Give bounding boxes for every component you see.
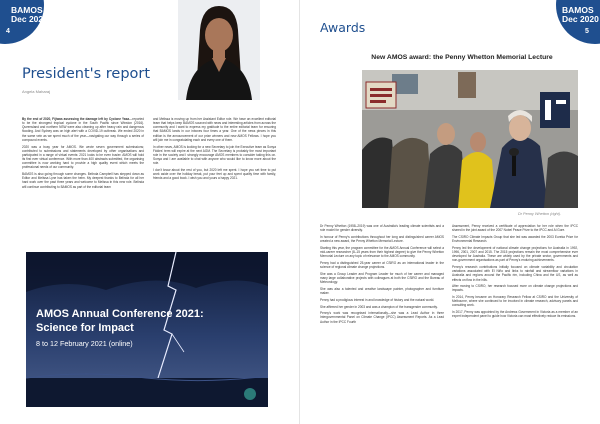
photo-credit: Dr Penny Whetton (right). xyxy=(518,212,562,216)
banner-title xyxy=(36,308,264,335)
issue-date: Dec 2020 xyxy=(562,14,599,24)
page-number: 5 xyxy=(585,28,589,35)
paragraph: and Melissa is moving up from her Assistant Editor role. We have an excellent editorial team that helps keep BAMOS sourced with news and interesting articles from across the community and I want to express my gratitude to the entire editorial team for ensuring that BAMOS lands in our inboxes four times a year. One of the news pieces in this edition is the announcement of our prize winners and new AMOS Fellows. I hope you will join me in congratulating each and every one of them. xyxy=(153,117,276,142)
conference-banner xyxy=(26,252,268,407)
page-number: 4 xyxy=(6,28,10,35)
paragraph: I don't know about the rest of you, but 2020 left me spent. I hope you set time to put work aside over the holiday break, put your feet up and spent quality time with family, friends and a good book. I wish you and yours a happy 2021. xyxy=(153,167,276,181)
paragraph: Dr Penny Whetton (1958–2019) was one of Australia's leading climate scientists and a role model for gender diversity. xyxy=(320,224,444,233)
banner-title-line-1: AMOS Annual Conference 2021: xyxy=(36,308,204,320)
paragraph: In 2014, Penny became an Honorary Research Fellow at CSIRO and the University of Melbourne, where she continued to be involved in climate research, advisory panels and consulting work. xyxy=(452,295,578,308)
section-title: Awards xyxy=(320,20,366,35)
article-column-2 xyxy=(153,117,276,183)
paragraph: Penny had a distinguished 25-year career at CSIRO as an international leader in the science of regional climate change projections. xyxy=(320,260,444,270)
paragraph: BAMOS is also going through some changes. Belinda Campbell has stepped down as Editor and Melissa Lyne has taken the helm. My deepest thanks to Belinda for all her hard work over the past three years and welcome to Melissa in this new role. Belinda will continue contributing to BAMOS as part of the editorial team xyxy=(22,172,144,189)
issue-date: Dec 2020 xyxy=(11,14,48,24)
author-portrait xyxy=(178,0,260,100)
article-headline: New AMOS award: the Penny Whetton Memorial Lecture xyxy=(371,54,553,61)
body-text: —reported to be the strongest tropical cyclone in the South Pacific since Winston (2016). Queensland and northern NSW were also cleaning up after heavy rain and dangerous flooding. And Sydney was on high alert with a COVID-19 outbreak. We ended 2020 in the same vein as we spent much of the year—navigating our way through a series of compound events. xyxy=(22,117,144,142)
banner-text xyxy=(36,308,264,348)
paragraph: She affirmed her gender in 2003 and was a champion of the transgender community. xyxy=(320,304,438,309)
article-column-2 xyxy=(452,224,578,321)
paragraph: Starting this year, the program committee for the AMOS Annual Conference will select a mid-career researcher (8–15 years from their highest degree) to give the Penny Whetton Memorial Lecture on any topic of relevance to the AMOS community. xyxy=(320,245,444,259)
issue-name: BAMOS xyxy=(562,5,594,15)
paragraph: Penny's work was recognised internationally—she was a Lead Author in three Intergovernmental Panel on Climate Change (IPCC) Assessment Reports. As a Lead Author in the IPCC Fourth xyxy=(320,311,444,324)
paragraph: She was a Group Leader and Program Leader for much of her career and managed many large collaborative projects with colleagues at both the CSIRO and the Bureau of Meteorology. xyxy=(320,271,444,285)
paragraph: Penny's research contributions initially focused on climate variability and circulation variations associated with El Niño and links to rainfall and streamflow variations in Australia and regions around the Pacific rim, including China and the US, as well as effects on flow in the hills. xyxy=(452,265,578,282)
page-title: President's report xyxy=(22,66,151,82)
banner-dates: 8 to 12 February 2021 (online) xyxy=(36,339,133,348)
paragraph: After moving to CSIRO, her research focused more on climate change projections and impacts. xyxy=(452,284,578,293)
paragraph: In 2017, Penny was appointed by the Andrews Government in Victoria as a member of an expert independent panel to guide how Victoria can most effectively reduce its emissions. xyxy=(452,310,578,319)
paragraph: In other news, AMOS is looking for a new Secretary to join the Executive team as Sonya Fiddes' term will expire at the next AGM. The Secretary is probably the most important role in the society and I strongly encourage AMOS members to consider taking this on. Sonya and I are available to chat with anyone who would like to know more about the role. xyxy=(153,144,276,166)
paragraph xyxy=(22,117,144,142)
portrait-photo-icon xyxy=(178,0,260,100)
issue-label xyxy=(11,6,48,24)
issue-label xyxy=(562,6,599,24)
paragraph: The CSIRO Climate Impacts Group that she led was awarded the 2003 Eureka Prize for Environmental Research. xyxy=(452,234,578,244)
protest-photo-icon xyxy=(362,70,578,208)
paragraph: Penny led the development of national climate change projections for Australia in 1992, 1996, 2001, 2007 and 2015. The 2015 projections remain the most comprehensive ever developed for Australia. These are widely used by the private sector, governments and non-government organisations as part of Penny's enduring achievements. xyxy=(452,245,578,263)
banner-title-line-2: Science for Impact xyxy=(36,321,134,334)
paragraph: Assessment, Penny received a certificate of appreciation for her role when the IPCC shared in the joint award of the 2007 Nobel Peace Prize to the IPCC and Al Gore. xyxy=(452,224,578,233)
author-byline: Angela Maharaj xyxy=(22,89,51,94)
article-column-1 xyxy=(320,224,444,326)
article-column-1 xyxy=(22,117,144,191)
paragraph: In honour of Penny's contributions throughout her long and distinguished career AMOS created a new award, the Penny Whetton Memorial Lecture. xyxy=(320,234,444,244)
issue-name: BAMOS xyxy=(11,5,43,15)
lead-text: By the end of 2020, Fijiwas assessing the damage left by Cyclone Yasa xyxy=(22,117,130,121)
right-page xyxy=(300,0,600,424)
protest-photo xyxy=(362,70,578,208)
paragraph: Penny had a prodigious interest in and knowledge of history and the natural world. xyxy=(320,297,435,302)
paragraph: 2020 was a busy year for AMOS. We wrote seven government submissions; contributed to submissions and statements developed by other organisations and participated in a range of virtual events: 2021 looks to be even busier. AMOS will hold its first ever virtual conference. With more than 400 abstracts submitted, the organising committee is now working hard to provide a high quality event which meets the professional needs of our community. xyxy=(22,144,144,170)
paragraph: She was also a talented and creative landscape painter, photographer and furniture maker. xyxy=(320,286,444,295)
